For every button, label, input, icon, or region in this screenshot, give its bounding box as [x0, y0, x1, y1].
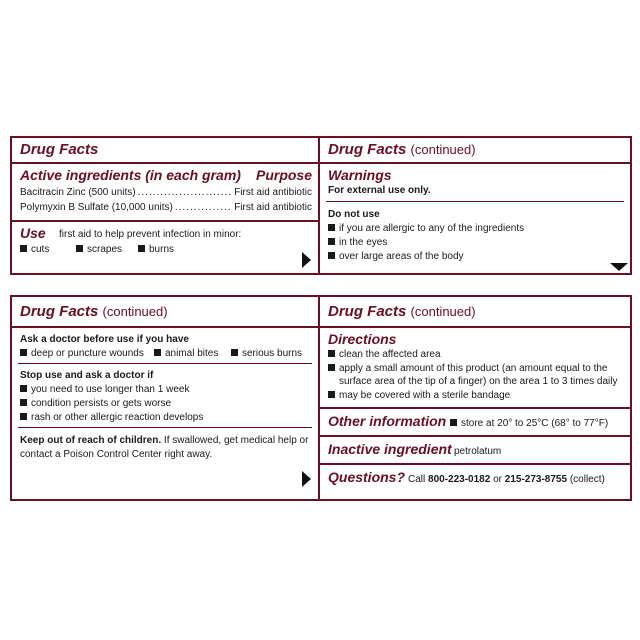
- panel-4: [320, 297, 630, 499]
- use-item: scrapes: [76, 243, 138, 256]
- inactive-heading: Inactive ingredient: [328, 441, 452, 457]
- leader-dots: [175, 201, 232, 214]
- directions-item: apply a small amount of this product (an amount equal to the: [328, 362, 608, 375]
- do-not-use-item: if you are allergic to any of the ingredients: [328, 222, 524, 235]
- panel-4-continued: (continued): [410, 304, 476, 319]
- ingredient-name-1: Bacitracin Zinc (500 units): [20, 187, 136, 198]
- panel-3: [12, 297, 318, 499]
- panel-4-title-text: Drug Facts: [328, 303, 407, 320]
- inactive-text: petrolatum: [454, 446, 502, 457]
- ingredient-row-1: [20, 186, 312, 199]
- panel-4-rule-1: [320, 407, 630, 409]
- panel-1: [12, 138, 318, 273]
- directions-item: may be covered with a sterile bandage: [328, 389, 510, 402]
- ask-doctor-item: animal bites: [154, 347, 231, 360]
- panel-2-title-rule: [320, 162, 630, 164]
- other-info-heading: Other information: [328, 413, 447, 429]
- panel-1-title: Drug Facts: [20, 141, 99, 158]
- phone-2: 215-273-8755: [504, 474, 568, 485]
- panel-3-title-rule: [12, 326, 318, 328]
- panel-4-title: [328, 303, 476, 321]
- next-arrow-icon: [302, 252, 311, 268]
- continue-down-arrow-icon: [610, 263, 628, 271]
- use-items: [20, 243, 174, 256]
- panel-2-title-text: Drug Facts: [328, 141, 407, 158]
- panel-3-continued: (continued): [102, 304, 168, 319]
- external-use-text: For external use only.: [328, 185, 431, 196]
- warnings-heading: Warnings: [328, 167, 392, 183]
- use-item: burns: [138, 243, 174, 256]
- panel-3-thin-rule-2: [18, 427, 312, 428]
- keep-out-line-2: contact a Poison Control Center right away.: [20, 449, 213, 460]
- panel-2-continued: (continued): [410, 142, 476, 157]
- directions-heading: Directions: [328, 331, 397, 347]
- questions-collect: (collect): [569, 474, 605, 485]
- ingredient-row-2: [20, 201, 312, 214]
- drug-facts-top-box: [10, 136, 632, 275]
- directions-item-cont: surface area of the tip of a finger) on the area 1 to 3 times daily: [339, 376, 618, 387]
- stop-use-item: rash or other allergic reaction develops: [20, 411, 203, 424]
- panel-2: [320, 138, 630, 273]
- keep-out-text: If swallowed, get medical help or: [163, 435, 309, 446]
- keep-out-line-1: [20, 434, 308, 447]
- leader-dots: [138, 186, 233, 199]
- panel-4-rule-2: [320, 435, 630, 437]
- panel-3-title-text: Drug Facts: [20, 303, 99, 320]
- next-arrow-icon: [302, 471, 311, 487]
- directions-item: clean the affected area: [328, 348, 441, 361]
- ingredient-purpose-1: First aid antibiotic: [234, 187, 312, 198]
- panel-1-use-rule: [12, 220, 318, 222]
- stop-use-heading: Stop use and ask a doctor if: [20, 370, 154, 381]
- ingredient-name-2: Polymyxin B Sulfate (10,000 units): [20, 202, 173, 213]
- questions-text: [408, 473, 605, 486]
- panel-3-thin-rule-1: [18, 363, 312, 364]
- purpose-heading: Purpose: [255, 167, 312, 183]
- panel-3-title: [20, 303, 168, 321]
- phone-1: 800-223-0182: [428, 474, 491, 485]
- panel-1-title-rule: [12, 162, 318, 164]
- ask-doctor-item: serious burns: [231, 347, 302, 360]
- use-item: cuts: [20, 243, 76, 256]
- ask-doctor-items: [20, 347, 302, 360]
- active-ingredients-heading: Active ingredients (in each gram): [20, 167, 241, 183]
- questions-heading: Questions?: [328, 469, 406, 485]
- use-text: first aid to help prevent infection in minor:: [59, 229, 242, 240]
- ask-doctor-heading: Ask a doctor before use if you have: [20, 334, 189, 345]
- keep-out-bold: Keep out of reach of children.: [20, 435, 162, 446]
- do-not-use-item: in the eyes: [328, 236, 387, 249]
- stop-use-item: condition persists or gets worse: [20, 397, 171, 410]
- do-not-use-item: over large areas of the body: [328, 250, 464, 263]
- questions-or: or: [493, 474, 502, 485]
- panel-2-title: [328, 141, 476, 159]
- panel-4-rule-3: [320, 463, 630, 465]
- other-info-text: store at 20° to 25°C (68° to 77°F): [450, 417, 608, 430]
- warnings-thin-rule: [326, 201, 624, 202]
- drug-facts-bottom-box: [10, 295, 632, 501]
- ingredient-purpose-2: First aid antibiotic: [234, 202, 312, 213]
- panel-4-title-rule: [320, 326, 630, 328]
- use-heading: Use: [20, 225, 46, 241]
- questions-call: Call: [408, 474, 426, 485]
- do-not-use-heading: Do not use: [328, 209, 380, 220]
- ask-doctor-item: deep or puncture wounds: [20, 347, 154, 360]
- stop-use-item: you need to use longer than 1 week: [20, 383, 189, 396]
